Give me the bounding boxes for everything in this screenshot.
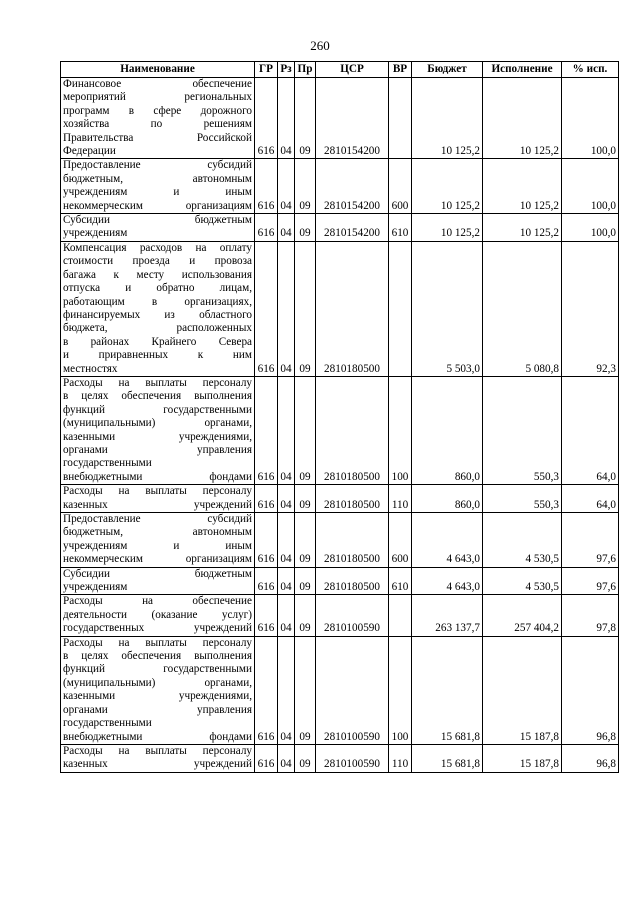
row-name-line: государственными <box>63 457 152 470</box>
row-name-line: органами управления <box>63 443 252 456</box>
row-name <box>61 636 255 744</box>
row-percent: 97,6 <box>562 567 619 595</box>
row-vr: 110 <box>389 744 412 772</box>
row-pr: 09 <box>295 485 316 513</box>
row-name <box>61 744 255 772</box>
row-gr: 616 <box>255 376 278 484</box>
row-name <box>61 595 255 636</box>
row-csr: 2810180500 <box>316 485 389 513</box>
table-row <box>61 744 619 772</box>
row-execution: 15 187,8 <box>483 744 562 772</box>
row-vr: 600 <box>389 159 412 214</box>
row-rz: 04 <box>278 241 295 376</box>
row-name-line: финансируемых из областного <box>63 308 252 321</box>
row-vr: 110 <box>389 485 412 513</box>
row-vr: 600 <box>389 513 412 568</box>
header-percent: % исп. <box>562 62 619 78</box>
row-execution: 4 530,5 <box>483 513 562 568</box>
row-percent: 64,0 <box>562 376 619 484</box>
header-vr: ВР <box>389 62 412 78</box>
row-rz: 04 <box>278 376 295 484</box>
row-csr: 2810180500 <box>316 376 389 484</box>
row-rz: 04 <box>278 595 295 636</box>
row-pr: 09 <box>295 241 316 376</box>
row-gr: 616 <box>255 567 278 595</box>
row-csr: 2810100590 <box>316 744 389 772</box>
row-vr <box>389 78 412 159</box>
row-name <box>61 78 255 159</box>
row-pr: 09 <box>295 744 316 772</box>
row-gr: 616 <box>255 241 278 376</box>
row-name-line: функций государственными <box>63 403 252 416</box>
row-name-line: внебюджетными фондами <box>63 730 252 743</box>
row-name-line: хозяйства по решениям <box>63 118 252 131</box>
row-name-line: Предоставление субсидий <box>63 159 252 172</box>
row-execution: 15 187,8 <box>483 636 562 744</box>
row-rz: 04 <box>278 159 295 214</box>
header-csr: ЦСР <box>316 62 389 78</box>
row-percent: 97,6 <box>562 513 619 568</box>
header-name: Наименование <box>61 62 255 78</box>
row-pr: 09 <box>295 159 316 214</box>
row-gr: 616 <box>255 636 278 744</box>
row-name-line: государственными <box>63 717 152 730</box>
row-rz: 04 <box>278 567 295 595</box>
table-row <box>61 241 619 376</box>
row-name-line: программ в сфере дорожного <box>63 104 252 117</box>
header-budget: Бюджет <box>412 62 483 78</box>
row-gr: 616 <box>255 485 278 513</box>
row-rz: 04 <box>278 744 295 772</box>
row-execution: 257 404,2 <box>483 595 562 636</box>
row-name-line: казенными учреждениями, <box>63 690 252 703</box>
row-pr: 09 <box>295 214 316 242</box>
row-name-line: учреждениям и иным <box>63 539 252 552</box>
row-name-line: некоммерческим организациям <box>63 553 252 566</box>
row-rz: 04 <box>278 78 295 159</box>
row-name-line: государственных учреждений <box>63 622 252 635</box>
row-name <box>61 513 255 568</box>
header-pr: Пр <box>295 62 316 78</box>
row-budget: 15 681,8 <box>412 636 483 744</box>
row-name <box>61 567 255 595</box>
row-csr: 2810154200 <box>316 159 389 214</box>
row-name-line: учреждениям и иным <box>63 186 252 199</box>
row-name-line: Субсидии бюджетным <box>63 214 252 227</box>
row-csr: 2810180500 <box>316 513 389 568</box>
row-percent: 96,8 <box>562 744 619 772</box>
header-rz: Рз <box>278 62 295 78</box>
row-name-line: багажа к месту использования <box>63 268 252 281</box>
row-pr: 09 <box>295 78 316 159</box>
row-gr: 616 <box>255 595 278 636</box>
table-row <box>61 595 619 636</box>
table-row <box>61 636 619 744</box>
row-name-line: (муниципальными) органами, <box>63 676 252 689</box>
row-percent: 100,0 <box>562 78 619 159</box>
row-name-line: учреждениям <box>63 227 128 240</box>
row-budget: 4 643,0 <box>412 513 483 568</box>
row-name-line: отпуска и обратно лицам, <box>63 282 252 295</box>
row-budget: 10 125,2 <box>412 159 483 214</box>
row-name <box>61 241 255 376</box>
row-gr: 616 <box>255 78 278 159</box>
table-row <box>61 214 619 242</box>
row-execution: 5 080,8 <box>483 241 562 376</box>
row-pr: 09 <box>295 595 316 636</box>
row-name-line: Расходы на выплаты персоналу <box>63 376 252 389</box>
row-vr: 610 <box>389 214 412 242</box>
row-name-line: учреждениям <box>63 581 128 594</box>
row-name-line: казенных учреждений <box>63 758 252 771</box>
row-name-line: функций государственными <box>63 663 252 676</box>
row-name-line: казенных учреждений <box>63 498 252 511</box>
row-execution: 10 125,2 <box>483 78 562 159</box>
row-pr: 09 <box>295 376 316 484</box>
row-vr: 100 <box>389 636 412 744</box>
row-budget: 860,0 <box>412 376 483 484</box>
table-row <box>61 159 619 214</box>
row-name <box>61 214 255 242</box>
row-percent: 100,0 <box>562 214 619 242</box>
header-execution: Исполнение <box>483 62 562 78</box>
row-name <box>61 485 255 513</box>
row-csr: 2810180500 <box>316 567 389 595</box>
table-body <box>61 78 619 773</box>
row-percent: 100,0 <box>562 159 619 214</box>
row-budget: 263 137,7 <box>412 595 483 636</box>
row-gr: 616 <box>255 744 278 772</box>
row-csr: 2810100590 <box>316 636 389 744</box>
row-budget: 10 125,2 <box>412 78 483 159</box>
row-name-line: в целях обеспечения выполнения <box>63 650 252 663</box>
row-name-line: некоммерческим организациям <box>63 199 252 212</box>
row-rz: 04 <box>278 485 295 513</box>
row-budget: 4 643,0 <box>412 567 483 595</box>
row-name-line: Расходы на выплаты персоналу <box>63 744 252 757</box>
row-name-line: внебюджетными фондами <box>63 470 252 483</box>
row-budget: 10 125,2 <box>412 214 483 242</box>
row-name-line: работающим в организациях, <box>63 295 252 308</box>
row-pr: 09 <box>295 567 316 595</box>
row-name-line: Финансовое обеспечение <box>63 78 252 90</box>
row-rz: 04 <box>278 636 295 744</box>
row-name-line: Субсидии бюджетным <box>63 567 252 580</box>
row-name-line: Федерации <box>63 145 116 158</box>
row-name-line: мероприятий региональных <box>63 91 252 104</box>
table-row <box>61 376 619 484</box>
row-percent: 92,3 <box>562 241 619 376</box>
row-execution: 10 125,2 <box>483 214 562 242</box>
row-pr: 09 <box>295 636 316 744</box>
row-execution: 4 530,5 <box>483 567 562 595</box>
row-name-line: бюджетным, автономным <box>63 526 252 539</box>
row-name-line: деятельности (оказание услуг) <box>63 608 252 621</box>
row-rz: 04 <box>278 513 295 568</box>
row-name-line: в целях обеспечения выполнения <box>63 390 252 403</box>
table-header-row <box>61 62 619 78</box>
header-gr: ГР <box>255 62 278 78</box>
row-vr <box>389 241 412 376</box>
row-percent: 97,8 <box>562 595 619 636</box>
row-name-line: Компенсация расходов на оплату <box>63 241 252 254</box>
row-pr: 09 <box>295 513 316 568</box>
row-name-line: казенными учреждениями, <box>63 430 252 443</box>
budget-execution-table <box>60 61 619 773</box>
row-name-line: Расходы на выплаты персоналу <box>63 485 252 498</box>
row-name-line: местностях <box>63 362 118 375</box>
row-name-line: в районах Крайнего Севера <box>63 335 252 348</box>
row-name-line: органами управления <box>63 703 252 716</box>
row-csr: 2810100590 <box>316 595 389 636</box>
row-name <box>61 159 255 214</box>
row-name-line: Предоставление субсидий <box>63 513 252 525</box>
row-percent: 96,8 <box>562 636 619 744</box>
table-row <box>61 78 619 159</box>
table-row <box>61 567 619 595</box>
row-execution: 550,3 <box>483 376 562 484</box>
row-gr: 616 <box>255 513 278 568</box>
row-name-line: (муниципальными) органами, <box>63 417 252 430</box>
table-row <box>61 513 619 568</box>
row-gr: 616 <box>255 214 278 242</box>
row-csr: 2810154200 <box>316 78 389 159</box>
table-row <box>61 485 619 513</box>
row-gr: 616 <box>255 159 278 214</box>
row-name-line: Правительства Российской <box>63 131 252 144</box>
row-csr: 2810154200 <box>316 214 389 242</box>
row-budget: 5 503,0 <box>412 241 483 376</box>
row-execution: 550,3 <box>483 485 562 513</box>
row-name-line: Расходы на выплаты персоналу <box>63 636 252 649</box>
row-percent: 64,0 <box>562 485 619 513</box>
row-vr <box>389 595 412 636</box>
row-budget: 15 681,8 <box>412 744 483 772</box>
row-vr: 100 <box>389 376 412 484</box>
row-vr: 610 <box>389 567 412 595</box>
row-budget: 860,0 <box>412 485 483 513</box>
row-name <box>61 376 255 484</box>
page-number: 260 <box>310 38 330 53</box>
row-name-line: бюджета, расположенных <box>63 322 252 335</box>
row-rz: 04 <box>278 214 295 242</box>
row-name-line: и приравненных к ним <box>63 349 252 362</box>
row-name-line: бюджетным, автономным <box>63 172 252 185</box>
row-csr: 2810180500 <box>316 241 389 376</box>
row-name-line: стоимости проезда и провоза <box>63 255 252 268</box>
row-execution: 10 125,2 <box>483 159 562 214</box>
row-name-line: Расходы на обеспечение <box>63 595 252 608</box>
